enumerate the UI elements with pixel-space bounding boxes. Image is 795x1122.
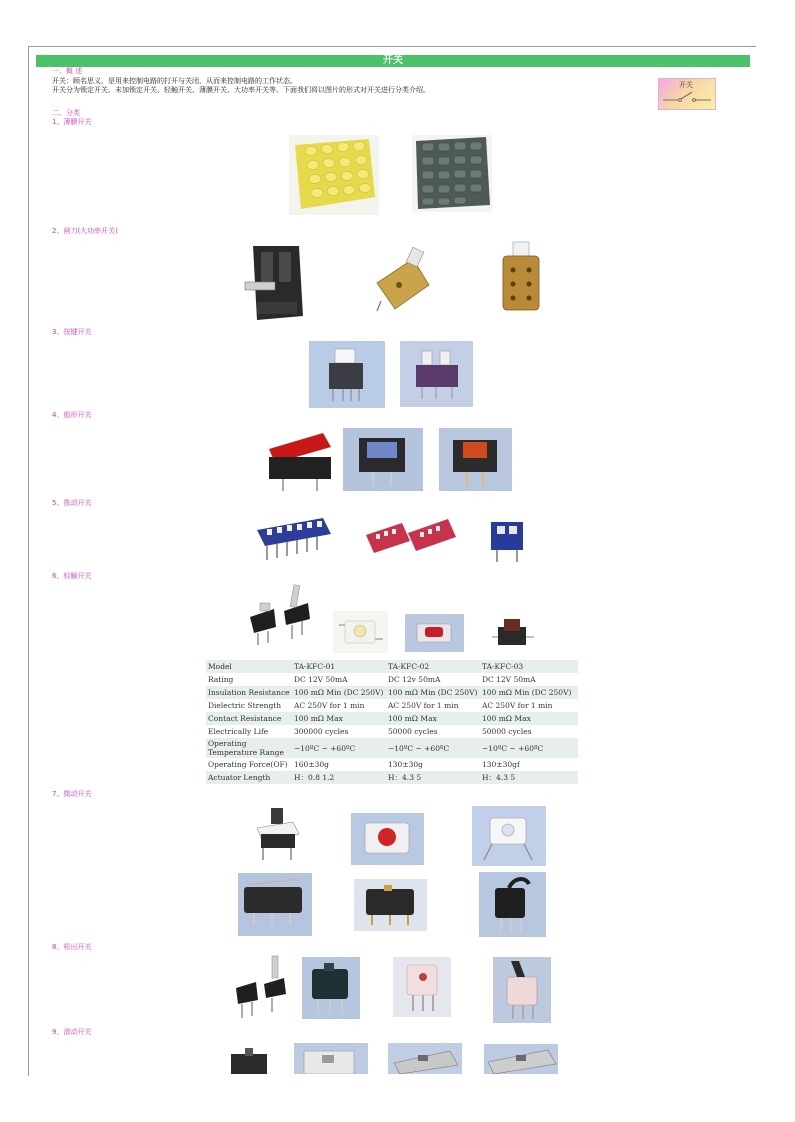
micro-switch-lever-black-image (238, 873, 312, 936)
spec-cell: 100 mΩ Min (DC 250V) (480, 686, 578, 699)
spec-cell: TA-KFC-03 (480, 660, 578, 673)
overview-line-1: 开关：顾名思义，是用来控制电路的打开与关闭，从而来控制电路的工作状态。 (52, 77, 297, 85)
spec-cell: H：0.8 1.2 (292, 771, 386, 784)
spec-row-label: Rating (206, 673, 292, 686)
classification-heading: 二、分类 (52, 109, 80, 117)
spec-cell: DC 12v 50mA (386, 673, 480, 686)
tact-switch-lever-image (246, 583, 314, 651)
knife-switch-brown-image (499, 240, 544, 313)
overview-heading: 一、概 述 (52, 67, 83, 75)
membrane-keypad-gray-image (412, 135, 492, 212)
page-frame-left (28, 46, 29, 1076)
dip-switch-small-blue-image (485, 512, 531, 566)
section-label-tact: 6、轻触开关 (52, 572, 92, 580)
spec-cell: 100 mΩ Max (480, 712, 578, 725)
section-label-membrane: 1、薄膜开关 (52, 118, 92, 126)
switch-logo (658, 78, 716, 110)
spec-cell: AC 250V for 1 min (386, 699, 480, 712)
spec-cell: DC 12V 50mA (292, 673, 386, 686)
section-label-detect: 8、检出开关 (52, 943, 92, 951)
section-label-micro: 7、微动开关 (52, 790, 92, 798)
spec-cell: 100 mΩ Min (DC 250V) (386, 686, 480, 699)
spec-row-label: Operating Force(OF) (206, 758, 292, 771)
tact-switch-brown-image (486, 613, 539, 653)
rocker-switch-red-image (263, 427, 337, 493)
section-label-push: 3、按键开关 (52, 328, 92, 336)
slide-switch-metal-image (388, 1043, 462, 1074)
spec-cell: −10ºC ~ +60ºC (386, 738, 480, 758)
spec-row (206, 686, 578, 699)
spec-cell: TA-KFC-02 (386, 660, 480, 673)
section-label-dip: 5、拨动开关 (52, 499, 92, 507)
spec-row (206, 725, 578, 738)
logo-label: 开关 (679, 81, 693, 89)
switch-symbol-icon (659, 79, 715, 109)
spec-cell: H：4.3 5 (480, 771, 578, 784)
spec-row-label: Model (206, 660, 292, 673)
detect-switch-dark-image (302, 957, 360, 1019)
spec-cell: 130±30g (386, 758, 480, 771)
detect-switch-lever-pink-image (493, 957, 551, 1023)
dip-switch-red-image (362, 511, 459, 565)
spec-row-label: Electrically Life (206, 725, 292, 738)
spec-cell: 100 mΩ Min (DC 250V) (292, 686, 386, 699)
spec-cell: 100 mΩ Max (292, 712, 386, 725)
spec-cell: 100 mΩ Max (386, 712, 480, 725)
dip-switch-blue-image (253, 512, 335, 564)
spec-cell: −10ºC ~ +60ºC (292, 738, 386, 758)
spec-cell: 50000 cycles (386, 725, 480, 738)
spec-row-label: Actuator Length (206, 771, 292, 784)
slide-switch-white-image (294, 1043, 368, 1074)
slide-switch-metal-2-image (484, 1044, 558, 1074)
spec-cell: AC 250V for 1 min (480, 699, 578, 712)
spec-cell: TA-KFC-01 (292, 660, 386, 673)
spec-row-label: Insulation Resistance (206, 686, 292, 699)
micro-switch-hook-image (479, 872, 546, 937)
section-label-slide: 9、滑动开关 (52, 1028, 92, 1036)
section-label-rocker: 4、船形开关 (52, 411, 92, 419)
spec-row-label: Dielectric Strength (206, 699, 292, 712)
micro-switch-side-image (354, 879, 427, 931)
tact-switch-spec-table (206, 660, 578, 784)
spec-row (206, 771, 578, 784)
spec-row (206, 712, 578, 725)
spec-cell: H：4.3 5 (386, 771, 480, 784)
rocker-switch-orange-image (439, 428, 512, 491)
spec-cell: 160±30g (292, 758, 386, 771)
rocker-switch-blue-image (343, 428, 423, 491)
overview-line-2: 开关分为锁定开关、未加锁定开关、轻触开关、薄膜开关、大功率开关等。下面我们将以图片的形式对开关进行分类介绍。 (52, 86, 430, 94)
spec-cell: 130±30gf (480, 758, 578, 771)
micro-switch-black-button-image (253, 806, 302, 863)
spec-row (206, 738, 578, 758)
spec-row (206, 660, 578, 673)
push-switch-purple-image (400, 341, 473, 407)
spec-row (206, 699, 578, 712)
spec-cell: −10ºC ~ +60ºC (480, 738, 578, 758)
micro-switch-white-legs-image (472, 806, 546, 866)
spec-cell: 300000 cycles (292, 725, 386, 738)
spec-row-label: Operating Temperature Range (206, 738, 292, 758)
spec-row (206, 758, 578, 771)
spec-cell: 50000 cycles (480, 725, 578, 738)
membrane-keypad-yellow-image (289, 135, 379, 215)
detect-switch-lever-image (232, 954, 290, 1024)
knife-switch-tan-image (369, 245, 441, 315)
slide-switch-black-image (227, 1048, 273, 1074)
knife-switch-black-image (243, 242, 306, 324)
spec-row (206, 673, 578, 686)
micro-switch-red-smd-image (351, 813, 424, 865)
tact-switch-white-image (333, 611, 388, 653)
page-frame-top (28, 46, 756, 47)
spec-row-label: Contact Resistance (206, 712, 292, 725)
section-label-knife: 2、闸刀(大功率开关) (52, 227, 118, 235)
spec-cell: AC 250V for 1 min (292, 699, 386, 712)
push-switch-white-image (309, 341, 385, 408)
detect-switch-pink-image (393, 957, 451, 1017)
spec-cell: DC 12V 50mA (480, 673, 578, 686)
tact-switch-red-image (405, 614, 464, 652)
page-title: 开关 (36, 55, 750, 67)
